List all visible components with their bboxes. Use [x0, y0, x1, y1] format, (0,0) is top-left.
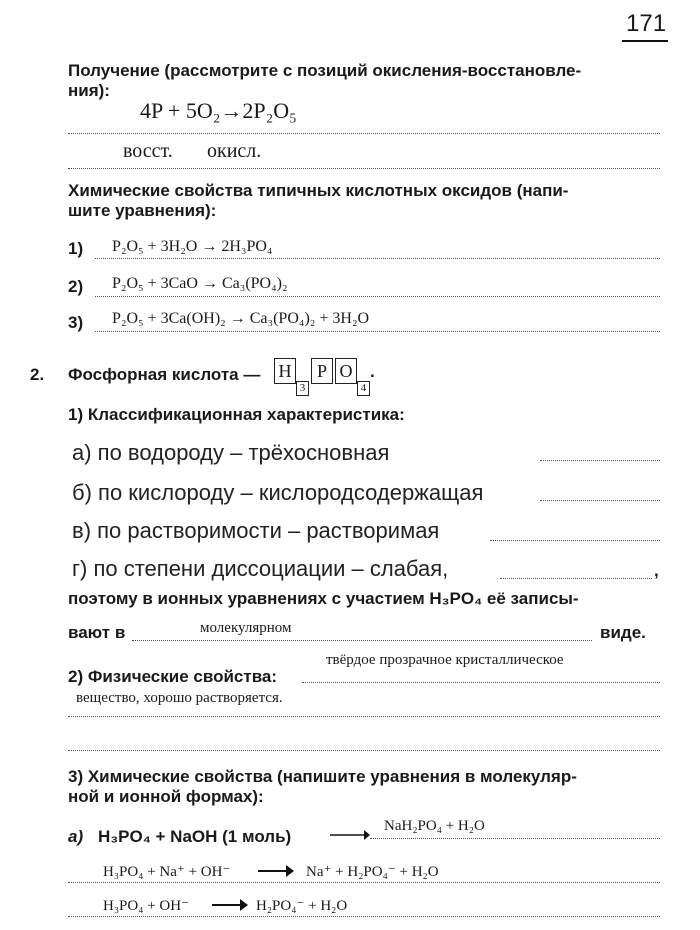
page-number: 171 — [626, 10, 667, 37]
production-heading-line2: ния): — [68, 81, 110, 100]
chemical-heading-line1: 3) Химические свойства (напишите уравнения в молекуляр- — [68, 767, 577, 786]
item-a-products: NaH₂PO₄ + H₂O — [384, 818, 485, 834]
answer-line — [68, 168, 660, 169]
answer-line — [68, 750, 660, 751]
formula-box-o: O — [335, 358, 357, 384]
chem-oxide-heading-line2: шите уравнения): — [68, 201, 217, 220]
arrow-icon — [258, 864, 294, 878]
classification-item: в) по растворимости – растворимая — [72, 518, 440, 543]
physical-answer-2: вещество, хорошо растворяется. — [76, 690, 283, 706]
classification-heading: 1) Классификационная характеристика: — [68, 405, 405, 424]
formula-box-p: P — [311, 358, 333, 384]
production-heading-line1: Получение (рассмотрите с позиций окисления-восстановле- — [68, 61, 582, 80]
answer-line — [68, 716, 660, 717]
arrow-icon — [330, 828, 370, 842]
item-a-reactants: H₃PO₄ + NaOH (1 моль) — [98, 827, 292, 846]
oxidizer-label: окисл. — [207, 140, 262, 162]
formula-boxes — [272, 358, 375, 396]
answer-line — [490, 540, 660, 541]
classification-item: г) по степени диссоциации – слабая, — [72, 556, 449, 581]
reaction-number: 3) — [68, 313, 84, 332]
page-number-rule — [622, 40, 668, 42]
formula-box-h: H — [274, 358, 296, 384]
formula-period: . — [370, 362, 375, 381]
formula-index-box: 3 — [296, 381, 309, 396]
arrow-icon — [212, 898, 248, 912]
chemical-heading-line2: ной и ионной формах): — [68, 787, 264, 806]
answer-line — [500, 578, 652, 579]
classification-item: а) по водороду – трёхосновная — [72, 440, 390, 465]
chem-oxide-heading-line1: Химические свойства типичных кислотных оксидов (напи- — [68, 181, 569, 200]
ionic-note: поэтому в ионных уравнениях с участием H₃PO₄ её записы- — [68, 589, 579, 608]
ionic-prefix: вают в — [68, 623, 126, 642]
answer-line — [68, 882, 660, 883]
reaction-number: 2) — [68, 277, 84, 296]
reaction-number: 1) — [68, 239, 84, 258]
answer-line — [68, 133, 660, 134]
answer-line — [95, 331, 660, 332]
ionic-answer: молекулярном — [200, 620, 292, 636]
ionic-short-left: H₃PO₄ + OH⁻ — [103, 898, 190, 914]
reaction-equation: P₂O₅ + 3Ca(OH)₂ → Ca₃(PO₄)₂ + 3H₂O — [112, 310, 370, 327]
answer-line — [540, 460, 660, 461]
classification-item: б) по кислороду – кислородсодержащая — [72, 480, 484, 505]
answer-line — [302, 682, 660, 683]
ionic-suffix: виде. — [600, 623, 646, 642]
ionic-full-left: H₃PO₄ + Na⁺ + OH⁻ — [103, 864, 231, 880]
answer-line — [68, 916, 660, 917]
reaction-equation: P₂O₅ + 3CaO → Ca₃(PO₄)₂ — [112, 275, 288, 292]
comma: , — [654, 561, 659, 580]
answer-line — [95, 296, 660, 297]
ionic-full-right: Na⁺ + H₂PO₄⁻ + H₂O — [306, 864, 439, 880]
phosphoric-acid-title: Фосфорная кислота — — [68, 365, 261, 384]
reducer-label: восст. — [123, 140, 173, 162]
answer-line — [95, 258, 660, 259]
answer-line — [370, 838, 660, 839]
answer-line — [540, 500, 660, 501]
answer-line — [132, 640, 592, 641]
ionic-short-right: H₂PO₄⁻ + H₂O — [256, 898, 348, 914]
formula-index-box: 4 — [357, 381, 370, 396]
reaction-equation: P₂O₅ + 3H₂O → 2H₃PO₄ — [112, 238, 273, 255]
physical-answer-1: твёрдое прозрачное кристаллическое — [326, 652, 564, 668]
physical-heading: 2) Физические свойства: — [68, 667, 278, 686]
task-number: 2. — [30, 365, 45, 384]
main-equation: 4P + 5O₂→2P₂O₅ — [140, 98, 297, 123]
item-a-label: а) — [68, 827, 84, 846]
